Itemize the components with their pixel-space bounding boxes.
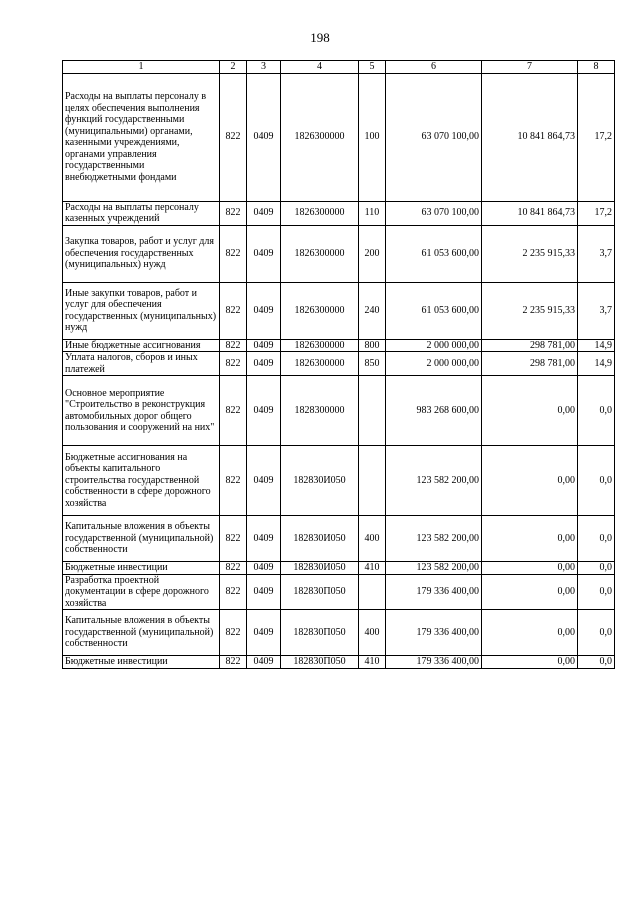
header-cell: 1 bbox=[63, 61, 220, 74]
executed-amount: 0,00 bbox=[482, 516, 578, 562]
executed-amount: 10 841 864,73 bbox=[482, 73, 578, 201]
execution-percent: 0,0 bbox=[578, 574, 615, 610]
target-article-code: 1826300000 bbox=[281, 282, 359, 339]
row-description: Бюджетные ассигнования на объекты капитального строительства государственной собственности в сфере дорожного хозяйства bbox=[63, 446, 220, 516]
admin-code: 822 bbox=[220, 516, 247, 562]
admin-code: 822 bbox=[220, 73, 247, 201]
execution-percent: 14,9 bbox=[578, 339, 615, 352]
target-article-code: 1826300000 bbox=[281, 352, 359, 376]
expense-type-code: 850 bbox=[359, 352, 386, 376]
table-row bbox=[63, 656, 615, 669]
execution-percent: 3,7 bbox=[578, 225, 615, 282]
planned-amount: 61 053 600,00 bbox=[386, 225, 482, 282]
expense-type-code bbox=[359, 376, 386, 446]
section-code: 0409 bbox=[247, 562, 281, 575]
planned-amount: 63 070 100,00 bbox=[386, 73, 482, 201]
expense-type-code: 800 bbox=[359, 339, 386, 352]
expense-type-code: 400 bbox=[359, 516, 386, 562]
table-row bbox=[63, 446, 615, 516]
row-description: Основное мероприятие "Строительство в реконструкция автомобильных дорог общего пользования и сооружений на них" bbox=[63, 376, 220, 446]
execution-percent: 0,0 bbox=[578, 446, 615, 516]
header-cell: 7 bbox=[482, 61, 578, 74]
expense-type-code: 200 bbox=[359, 225, 386, 282]
execution-percent: 0,0 bbox=[578, 376, 615, 446]
section-code: 0409 bbox=[247, 225, 281, 282]
executed-amount: 0,00 bbox=[482, 610, 578, 656]
header-cell: 2 bbox=[220, 61, 247, 74]
executed-amount: 10 841 864,73 bbox=[482, 201, 578, 225]
table-row bbox=[63, 376, 615, 446]
row-description: Уплата налогов, сборов и иных платежей bbox=[63, 352, 220, 376]
admin-code: 822 bbox=[220, 446, 247, 516]
table-row bbox=[63, 339, 615, 352]
table-header-row bbox=[63, 61, 615, 74]
expense-type-code bbox=[359, 574, 386, 610]
row-description: Капитальные вложения в объекты государственной (муниципальной) собственности bbox=[63, 516, 220, 562]
row-description: Закупка товаров, работ и услуг для обеспечения государственных (муниципальных) нужд bbox=[63, 225, 220, 282]
row-description: Бюджетные инвестиции bbox=[63, 656, 220, 669]
execution-percent: 0,0 bbox=[578, 516, 615, 562]
expense-type-code: 110 bbox=[359, 201, 386, 225]
section-code: 0409 bbox=[247, 376, 281, 446]
admin-code: 822 bbox=[220, 610, 247, 656]
row-description: Разработка проектной документации в сфере дорожного хозяйства bbox=[63, 574, 220, 610]
target-article-code: 182830И050 bbox=[281, 446, 359, 516]
executed-amount: 2 235 915,33 bbox=[482, 282, 578, 339]
planned-amount: 179 336 400,00 bbox=[386, 610, 482, 656]
section-code: 0409 bbox=[247, 73, 281, 201]
row-description: Расходы на выплаты персоналу в целях обеспечения выполнения функций государственными (муниципальными) органами, казенными учреждениями, органами управления государственными внебюджетными фондами bbox=[63, 73, 220, 201]
planned-amount: 61 053 600,00 bbox=[386, 282, 482, 339]
section-code: 0409 bbox=[247, 656, 281, 669]
planned-amount: 2 000 000,00 bbox=[386, 352, 482, 376]
executed-amount: 0,00 bbox=[482, 446, 578, 516]
table-row bbox=[63, 225, 615, 282]
target-article-code: 1826300000 bbox=[281, 225, 359, 282]
header-cell: 6 bbox=[386, 61, 482, 74]
target-article-code: 1826300000 bbox=[281, 73, 359, 201]
executed-amount: 2 235 915,33 bbox=[482, 225, 578, 282]
section-code: 0409 bbox=[247, 352, 281, 376]
executed-amount: 0,00 bbox=[482, 562, 578, 575]
execution-percent: 17,2 bbox=[578, 201, 615, 225]
planned-amount: 179 336 400,00 bbox=[386, 574, 482, 610]
expense-type-code: 400 bbox=[359, 610, 386, 656]
row-description: Бюджетные инвестиции bbox=[63, 562, 220, 575]
table-row bbox=[63, 282, 615, 339]
target-article-code: 182830И050 bbox=[281, 516, 359, 562]
execution-percent: 14,9 bbox=[578, 352, 615, 376]
executed-amount: 298 781,00 bbox=[482, 339, 578, 352]
target-article-code: 182830П050 bbox=[281, 574, 359, 610]
execution-percent: 3,7 bbox=[578, 282, 615, 339]
planned-amount: 123 582 200,00 bbox=[386, 446, 482, 516]
planned-amount: 983 268 600,00 bbox=[386, 376, 482, 446]
executed-amount: 0,00 bbox=[482, 574, 578, 610]
execution-percent: 0,0 bbox=[578, 656, 615, 669]
table-row bbox=[63, 562, 615, 575]
executed-amount: 0,00 bbox=[482, 376, 578, 446]
section-code: 0409 bbox=[247, 516, 281, 562]
header-cell: 5 bbox=[359, 61, 386, 74]
execution-percent: 17,2 bbox=[578, 73, 615, 201]
expense-type-code: 100 bbox=[359, 73, 386, 201]
planned-amount: 123 582 200,00 bbox=[386, 516, 482, 562]
target-article-code: 182830И050 bbox=[281, 562, 359, 575]
section-code: 0409 bbox=[247, 574, 281, 610]
section-code: 0409 bbox=[247, 610, 281, 656]
table-row bbox=[63, 574, 615, 610]
expense-type-code: 410 bbox=[359, 656, 386, 669]
row-description: Расходы на выплаты персоналу казенных учреждений bbox=[63, 201, 220, 225]
table-row bbox=[63, 610, 615, 656]
admin-code: 822 bbox=[220, 225, 247, 282]
admin-code: 822 bbox=[220, 339, 247, 352]
target-article-code: 182830П050 bbox=[281, 656, 359, 669]
admin-code: 822 bbox=[220, 201, 247, 225]
admin-code: 822 bbox=[220, 282, 247, 339]
planned-amount: 179 336 400,00 bbox=[386, 656, 482, 669]
row-description: Иные бюджетные ассигнования bbox=[63, 339, 220, 352]
table-row bbox=[63, 73, 615, 201]
execution-percent: 0,0 bbox=[578, 562, 615, 575]
target-article-code: 1826300000 bbox=[281, 339, 359, 352]
admin-code: 822 bbox=[220, 656, 247, 669]
header-cell: 3 bbox=[247, 61, 281, 74]
admin-code: 822 bbox=[220, 376, 247, 446]
expense-type-code: 410 bbox=[359, 562, 386, 575]
planned-amount: 63 070 100,00 bbox=[386, 201, 482, 225]
expense-type-code: 240 bbox=[359, 282, 386, 339]
table-row bbox=[63, 516, 615, 562]
budget-table bbox=[62, 60, 615, 669]
target-article-code: 1828300000 bbox=[281, 376, 359, 446]
row-description: Иные закупки товаров, работ и услуг для обеспечения государственных (муниципальных) нужд bbox=[63, 282, 220, 339]
section-code: 0409 bbox=[247, 282, 281, 339]
table-row bbox=[63, 201, 615, 225]
expense-type-code bbox=[359, 446, 386, 516]
execution-percent: 0,0 bbox=[578, 610, 615, 656]
page-number: 198 bbox=[310, 30, 330, 45]
planned-amount: 123 582 200,00 bbox=[386, 562, 482, 575]
target-article-code: 182830П050 bbox=[281, 610, 359, 656]
row-description: Капитальные вложения в объекты государственной (муниципальной) собственности bbox=[63, 610, 220, 656]
target-article-code: 1826300000 bbox=[281, 201, 359, 225]
table-row bbox=[63, 352, 615, 376]
section-code: 0409 bbox=[247, 201, 281, 225]
header-cell: 8 bbox=[578, 61, 615, 74]
executed-amount: 0,00 bbox=[482, 656, 578, 669]
header-cell: 4 bbox=[281, 61, 359, 74]
planned-amount: 2 000 000,00 bbox=[386, 339, 482, 352]
section-code: 0409 bbox=[247, 339, 281, 352]
executed-amount: 298 781,00 bbox=[482, 352, 578, 376]
admin-code: 822 bbox=[220, 562, 247, 575]
admin-code: 822 bbox=[220, 352, 247, 376]
admin-code: 822 bbox=[220, 574, 247, 610]
section-code: 0409 bbox=[247, 446, 281, 516]
